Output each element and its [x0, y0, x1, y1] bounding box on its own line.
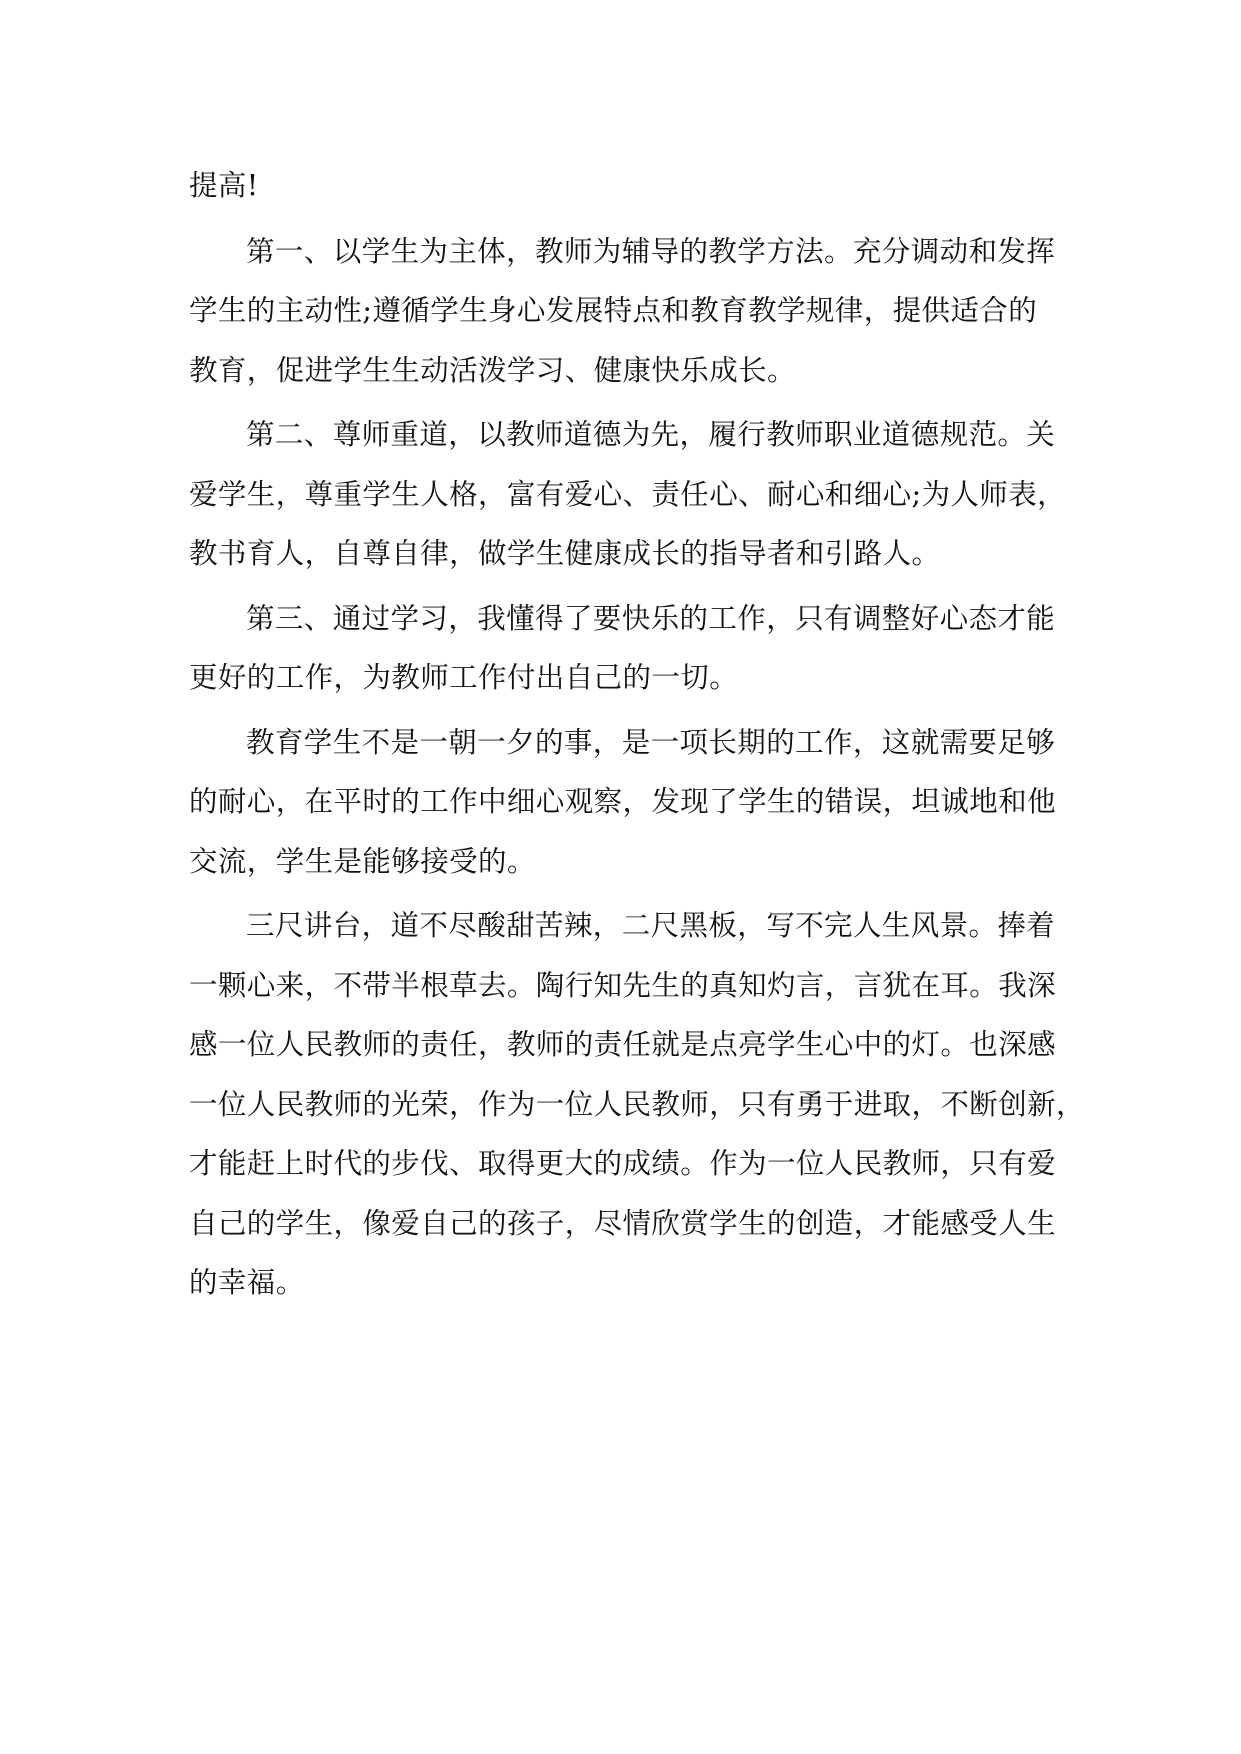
paragraph-point-three [189, 589, 1069, 708]
text-line: 一位人民教师的光荣，作为一位人民教师，只有勇于进取，不断创新， [189, 1087, 1085, 1121]
text-line: 的耐心，在平时的工作中细心观察，发现了学生的错误，坦诚地和他 [189, 785, 1057, 818]
paragraph-conclusion [189, 896, 1085, 1313]
paragraph-continuation [189, 156, 1069, 216]
paragraph-point-two [189, 405, 1069, 584]
text-line: 爱学生，尊重学生人格，富有爱心、责任心、耐心和细心;为人师表， [189, 477, 1067, 511]
text-line: 第三、通过学习，我懂得了要快乐的工作，只有调整好心态才能 [246, 601, 1056, 635]
text-line: 的幸福。 [189, 1266, 305, 1299]
text-line: 更好的工作，为教师工作付出自己的一切。 [189, 661, 739, 694]
text-line: 第二、尊师重道，以教师道德为先，履行教师职业道德规范。关 [246, 418, 1056, 451]
text-line: 交流，学生是能够接受的。 [189, 844, 536, 878]
text-line: 一颗心来，不带半根草去。陶行知先生的真知灼言，言犹在耳。我深 [189, 968, 1057, 1002]
text-line: 三尺讲台，道不尽酸甜苦辣，二尺黑板，写不完人生风景。捧着 [246, 909, 1056, 942]
text-line: 感一位人民教师的责任，教师的责任就是点亮学生心中的灯。也深感 [189, 1028, 1057, 1061]
text-line: 教育，促进学生生动活泼学习、健康快乐成长。 [189, 353, 796, 387]
text-line: 教育学生不是一朝一夕的事，是一项长期的工作，这就需要足够 [246, 725, 1056, 759]
text-line: 自己的学生，像爱自己的孩子，尽情欣赏学生的创造，才能感受人生 [189, 1206, 1057, 1240]
text-line: 才能赶上时代的步伐、取得更大的成绩。作为一位人民教师，只有爱 [189, 1147, 1057, 1180]
document-body [189, 156, 1085, 1318]
text-line: 教书育人，自尊自律，做学生健康成长的指导者和引路人。 [189, 537, 941, 570]
text-line: 第一、以学生为主体，教师为辅导的教学方法。充分调动和发挥 [246, 234, 1056, 268]
paragraph-patience [189, 713, 1069, 892]
text-line: 学生的主动性;遵循学生身心发展特点和教育教学规律，提供适合的 [189, 294, 1038, 327]
paragraph-point-one [189, 222, 1069, 401]
text-line: 提高! [189, 169, 259, 202]
